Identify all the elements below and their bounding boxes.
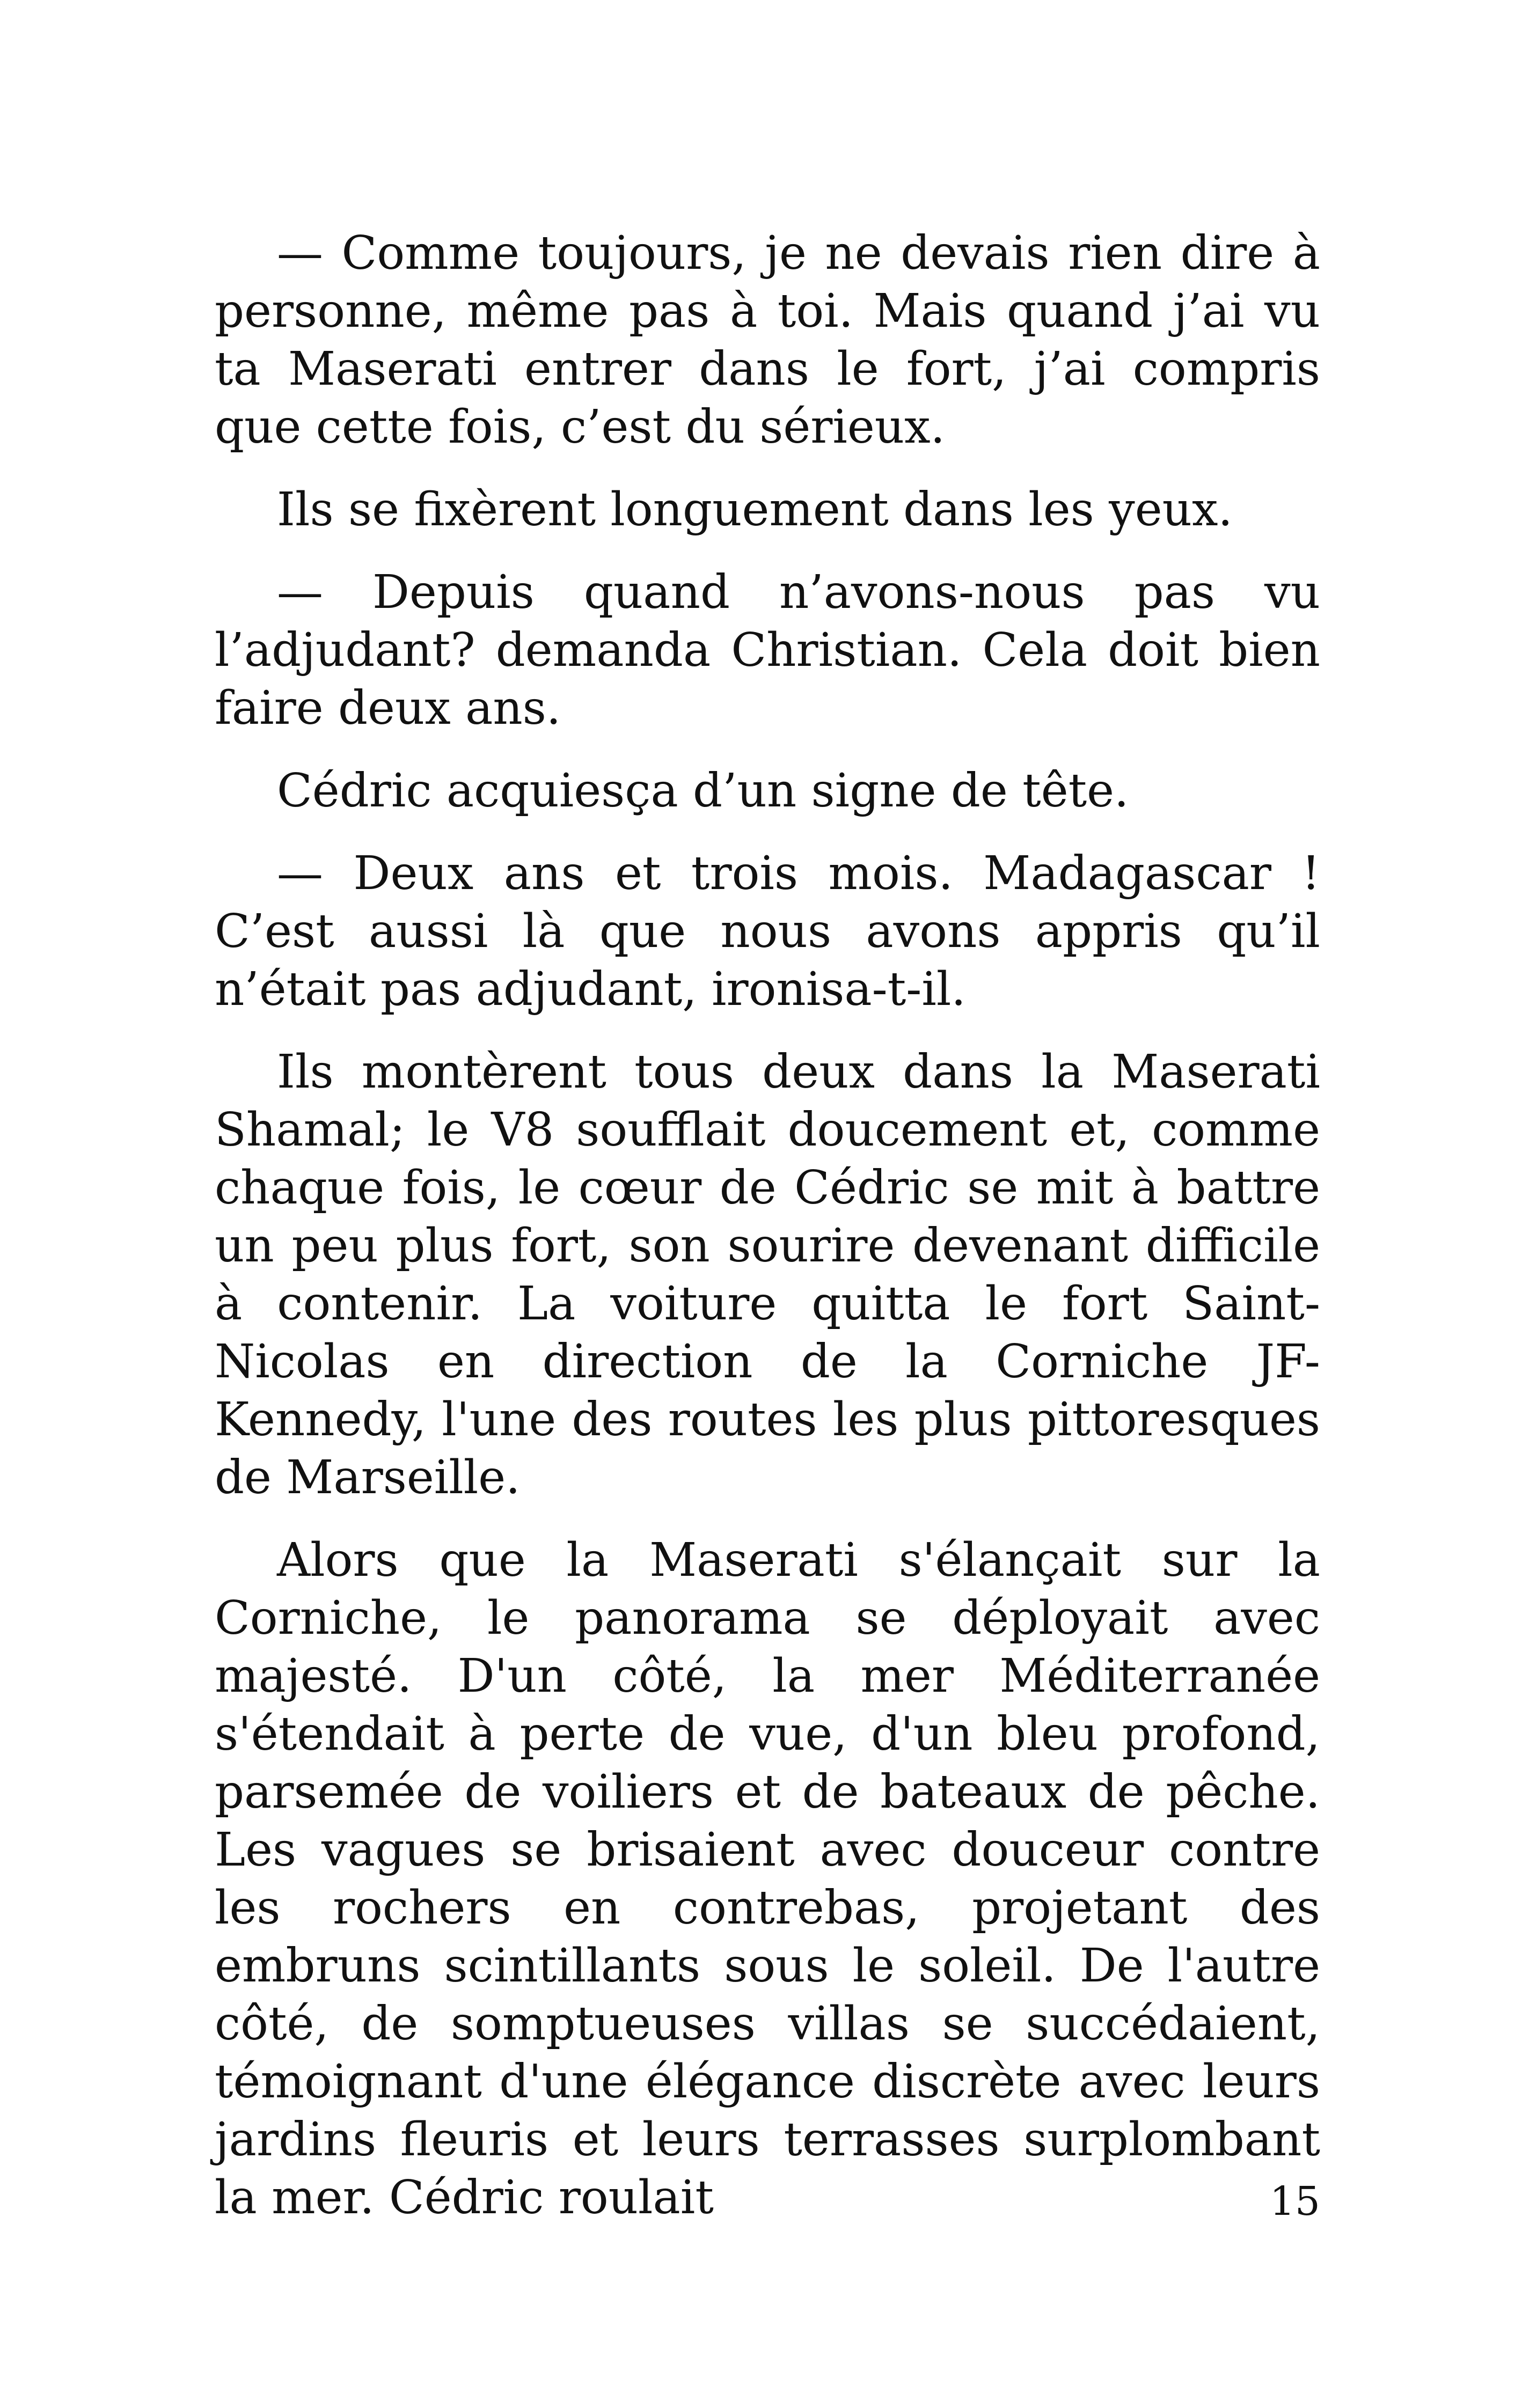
paragraph-6: Ils montèrent tous deux dans la Maserati Shamal; le V8 soufflait doucement et, comme chaque fois, le cœur de Cédric se mit à battre un peu plus fort, son sourire devenant difficile à contenir. La voiture quitta le fort Saint-Nicolas en direction de la Corniche JF-Kennedy, l'une des routes les plus pittoresques de Marseille. [215,1045,1320,1504]
paragraph-1: — Comme toujours, je ne devais rien dire à personne, même pas à toi. Mais quand j’ai vu ta Maserati entrer dans le fort, j’ai compris que cette fois, c’est du sérieux. [215,226,1320,454]
page-number: 15 [1269,2178,1320,2225]
body-text [215,224,1320,2251]
paragraph-7: Alors que la Maserati s'élançait sur la Corniche, le panorama se déployait avec majesté. D'un côté, la mer Méditerranée s'étendait à perte de vue, d'un bleu profond, parsemée de voiliers et de bateaux de pêche. Les vagues se brisaient avec douceur contre les rochers en contrebas, projetant des embruns scintillants sous le soleil. De l'autre côté, de somptueuses villas se succédaient, témoignant d'une élégance discrète avec leurs jardins fleuris et leurs terrasses surplombant la mer. Cédric roulait [215,1533,1320,2225]
paragraph-5: — Deux ans et trois mois. Madagascar ! C’est aussi là que nous avons appris qu’il n’était pas adjudant, ironisa-t-il. [215,847,1320,1016]
paragraph-2: Ils se fixèrent longuement dans les yeux. [277,483,1233,537]
paragraph-3: — Depuis quand n’avons-nous pas vu l’adjudant? demanda Christian. Cela doit bien faire deux ans. [215,566,1320,735]
paragraph-4: Cédric acquiesça d’un signe de tête. [277,764,1129,818]
